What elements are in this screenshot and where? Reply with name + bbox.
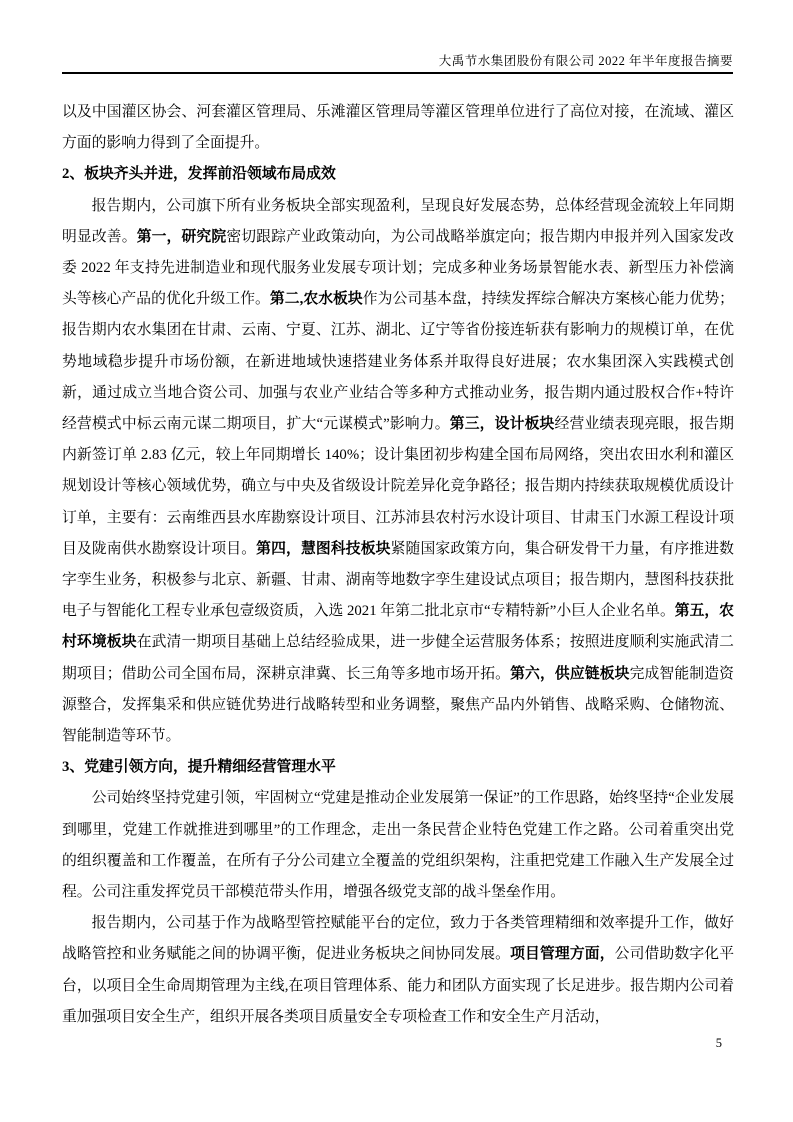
text-run: 经营业绩表现亮眼，报告期内新签订单 2.83 亿元，较上年同期增长 140%；设计集团初步构建全国布局网络，突出农田水利和灌区规划设计等核心领域优势，确立与中央及省级设计院差异化竞争路径；报告期内持续获取规模优质设计订单，主要有：云南维西县水库勘察设计项目、江苏沛县农村污水设计项目、甘肃玉门水源工程设计项目及陇南供水勘察设计项目。 <box>62 416 734 557</box>
text-run: 报告期内，公司基于作为战略型管控赋能平台的定位，致力于各类管理精细和效率提升工作，做好战略管控和业务赋能之间的协调平衡，促进业务板块之间协同发展。 <box>62 915 734 963</box>
bold-text-run: 第三，设计板块 <box>449 416 555 433</box>
text-run: 公司借助数字化平台，以项目全生命周期管理为主线,在项目管理体系、能力和团队方面实现了长足进步。报告期内公司着重加强项目安全生产，组织开展各类项目质量安全专项检查工作和安全生产月活动， <box>62 946 734 1025</box>
page-header-title: 大禹节水集团股份有限公司 2022 年半年度报告摘要 <box>438 54 733 68</box>
bold-text-run: 第二,农水板块 <box>269 291 363 308</box>
text-run: 报告期内，公司旗下所有业务板块全部实现盈利，呈现良好发展态势，总体经营现金流较上年同期明显改善。 <box>62 197 734 245</box>
paragraph <box>62 97 734 159</box>
bold-text-run: 第五，农村环境板块 <box>62 603 734 651</box>
heading <box>62 159 734 190</box>
bold-text-run: 第四，慧图科技板块 <box>256 540 391 557</box>
bold-text-run: 2、板块齐头并进，发挥前沿领域布局成效 <box>62 166 336 183</box>
page-number: 5 <box>715 1036 722 1050</box>
text-run: 作为公司基本盘，持续发挥综合解决方案核心能力优势；报告期内农水集团在甘肃、云南、宁夏、江苏、湖北、辽宁等省份接连斩获有影响力的规模订单，在优势地域稳步提升市场份额，在新进地域快速搭建业务体系并取得良好进展；农水集团深入实践模式创新，通过成立当地合资公司、加强与农业产业结合等多种方式推动业务，报告期内通过股权合作+特许经营模式中标云南元谋二期项目，扩大“元谋模式”影响力。 <box>62 291 734 433</box>
document-body <box>62 97 734 1033</box>
header-rule <box>62 72 733 74</box>
text-run: 在武清一期项目基础上总结经验成果，进一步健全运营服务体系；按照进度顺利实施武清二期项目；借助公司全国布局，深耕京津冀、长三角等多地市场开拓。 <box>62 634 734 682</box>
paragraph <box>62 191 734 753</box>
text-run: 密切跟踪产业政策动向，为公司战略举旗定向；报告期内申报并列入国家发改委 2022 年支持先进制造业和现代服务业发展专项计划；完成多种业务场景智能水表、新型压力补偿滴头等核心产品的优化升级工作。 <box>62 228 734 308</box>
paragraph <box>62 783 734 908</box>
paragraph <box>62 908 734 1033</box>
text-run: 以及中国灌区协会、河套灌区管理局、乐滩灌区管理局等灌区管理单位进行了高位对接，在流域、灌区方面的影响力得到了全面提升。 <box>62 104 734 152</box>
text-run: 紧随国家政策方向，集合研发骨干力量，有序推进数字孪生业务，积极参与北京、新疆、甘肃、湖南等地数字孪生建设试点项目；报告期内，慧图科技获批电子与智能化工程专业承包壹级资质，入选 2021 年第二批北京市“专精特新”小巨人企业名单。 <box>62 540 734 620</box>
bold-text-run: 3、党建引领方向，提升精细经营管理水平 <box>62 759 336 776</box>
text-run: 完成智能制造资源整合，发挥集采和供应链优势进行战略转型和业务调整，聚焦产品内外销售、战略采购、仓储物流、智能制造等环节。 <box>62 665 734 745</box>
heading <box>62 752 734 783</box>
bold-text-run: 第六，供应链板块 <box>510 665 630 682</box>
bold-text-run: 项目管理方面， <box>510 946 615 963</box>
text-run: 公司始终坚持党建引领，牢固树立“党建是推动企业发展第一保证”的工作思路，始终坚持“企业发展到哪里，党建工作就推进到哪里”的工作理念，走出一条民营企业特色党建工作之路。公司着重突出党的组织覆盖和工作覆盖，在所有子分公司建立全覆盖的党组织架构，注重把党建工作融入生产发展全过程。公司注重发挥党员干部模范带头作用，增强各级党支部的战斗堡垒作用。 <box>62 790 734 901</box>
bold-text-run: 第一，研究院 <box>136 228 227 245</box>
